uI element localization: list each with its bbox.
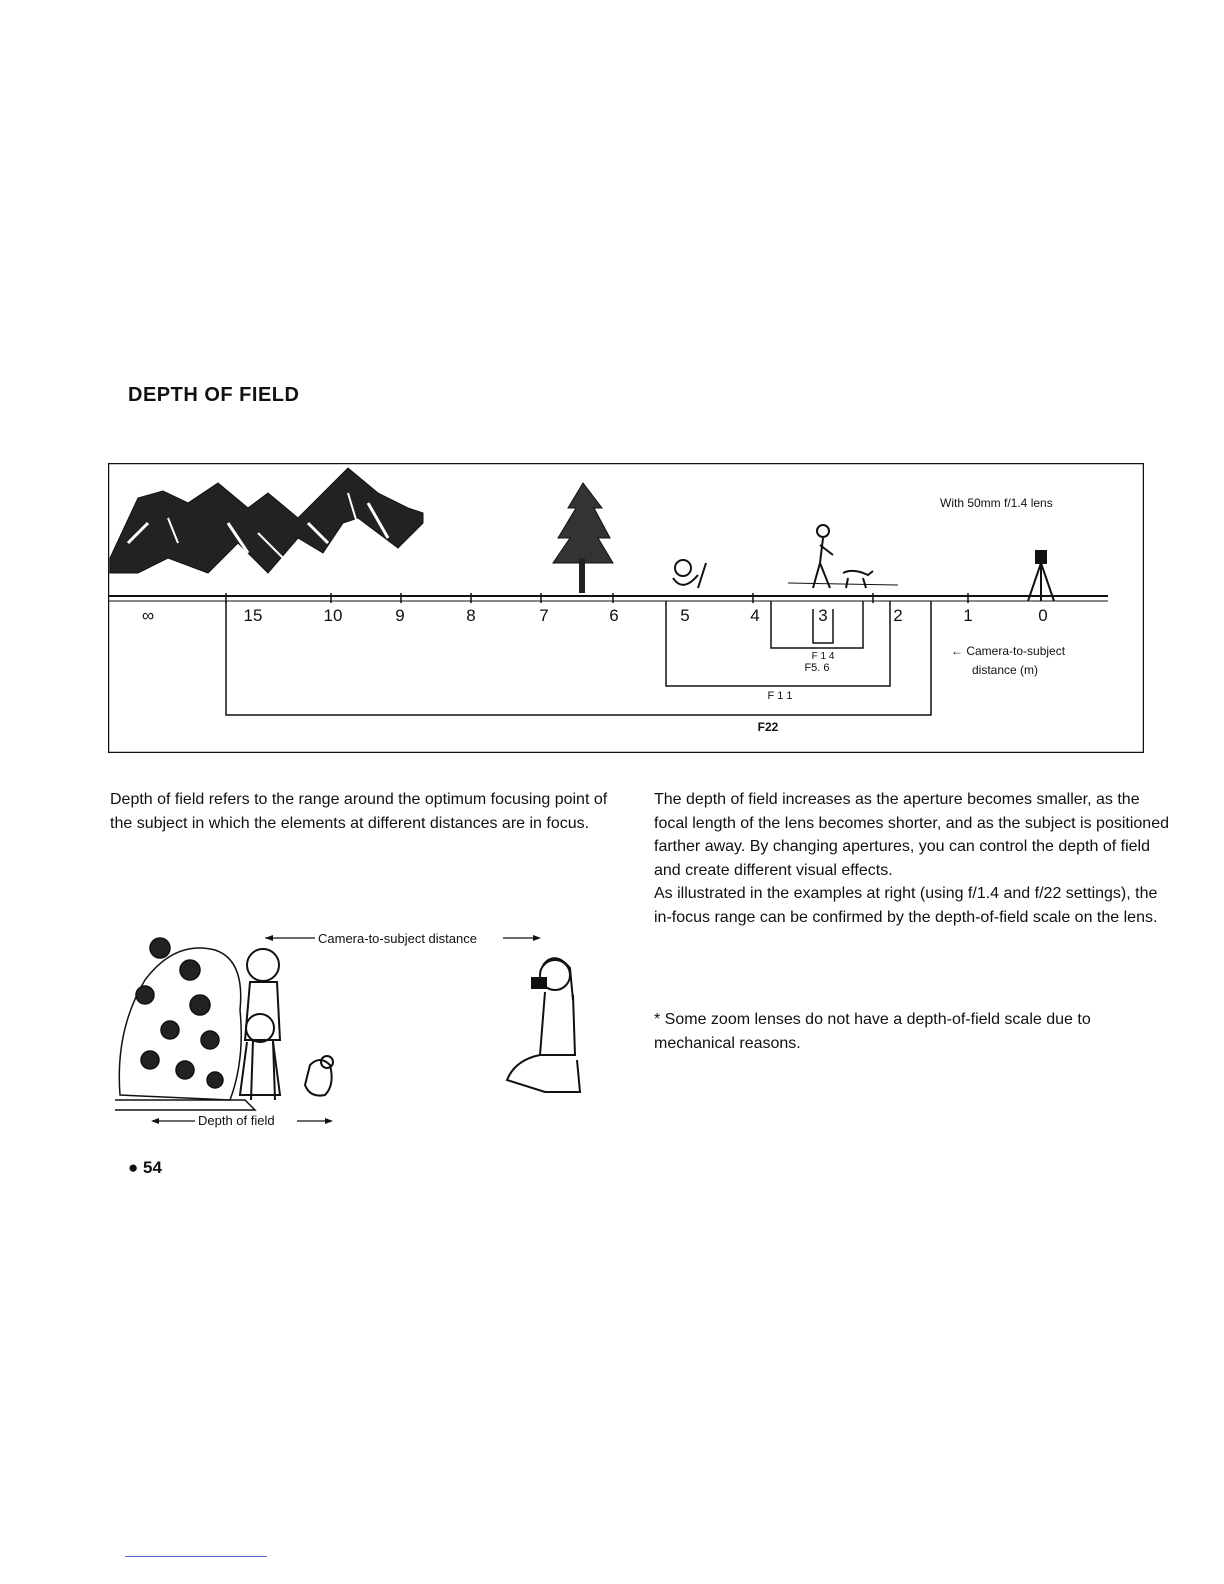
- distance-caption-line2: distance (m): [972, 663, 1039, 677]
- children-illustration: [240, 949, 333, 1100]
- scale-label-0: 0: [1038, 606, 1048, 625]
- scale-label-6: 6: [609, 606, 619, 625]
- distance-caption-line1: ← Camera-to-subject: [951, 644, 1066, 658]
- lens-note: With 50mm f/1.4 lens: [940, 496, 1053, 510]
- left-paragraph: Depth of field refers to the range around the optimum focusing point of the subject in which the elements at different distances are in focus.: [110, 791, 608, 832]
- scale-label-15: 15: [243, 606, 263, 625]
- depth-of-field-label: Depth of field: [198, 1113, 275, 1128]
- f11-range-bracket: [666, 601, 890, 686]
- right-paragraph-1: The depth of field increases as the aperture becomes smaller, as the focal length of the lens becomes shorter, and as the subject is positioned farther away. By changing apertures, you can control the depth of field and create different visual effects.: [654, 791, 1169, 879]
- page-number: ● 54: [128, 1158, 162, 1177]
- aperture-label-f22: F22: [757, 720, 779, 734]
- f56-range-bracket: [771, 601, 863, 648]
- depth-of-field-diagram: [108, 463, 1144, 753]
- scale-label-1: 1: [963, 606, 973, 625]
- camera-distance-label: Camera-to-subject distance: [318, 931, 477, 946]
- aperture-label-f11: F 1 1: [767, 690, 793, 702]
- scale-label-3: 3: [818, 606, 828, 625]
- depth-of-field-example-illustration: [115, 920, 595, 1135]
- scale-label-infinity: ∞: [141, 606, 155, 625]
- photographer-illustration: [507, 958, 580, 1092]
- scale-label-4: 4: [750, 606, 760, 625]
- scale-label-5: 5: [680, 606, 690, 625]
- aperture-label-f56: F5. 6: [804, 662, 830, 674]
- right-paragraph-2: As illustrated in the examples at right (using f/1.4 and f/22 settings), the in-focus range can be confirmed by the depth-of-field scale on the lens.: [654, 885, 1158, 926]
- aperture-label-f14: F 1 4: [811, 651, 835, 662]
- scale-label-8: 8: [466, 606, 476, 625]
- child-illustration: [673, 560, 706, 588]
- scale-label-2: 2: [893, 606, 903, 625]
- camera-tripod-illustration: [1028, 551, 1054, 601]
- page-heading: DEPTH OF FIELD: [128, 384, 300, 406]
- tree-illustration: [553, 483, 613, 593]
- flower-bush-illustration: [115, 938, 255, 1110]
- bottom-rule: [125, 1556, 267, 1557]
- footnote: * Some zoom lenses do not have a depth-of-field scale due to mechanical reasons.: [654, 1011, 1091, 1052]
- scale-label-9: 9: [395, 606, 405, 625]
- mountains-illustration: [110, 468, 423, 573]
- person-with-dog-illustration: [788, 525, 898, 588]
- right-text-column: [654, 788, 1174, 929]
- scale-label-10: 10: [323, 606, 343, 625]
- scale-label-7: 7: [539, 606, 549, 625]
